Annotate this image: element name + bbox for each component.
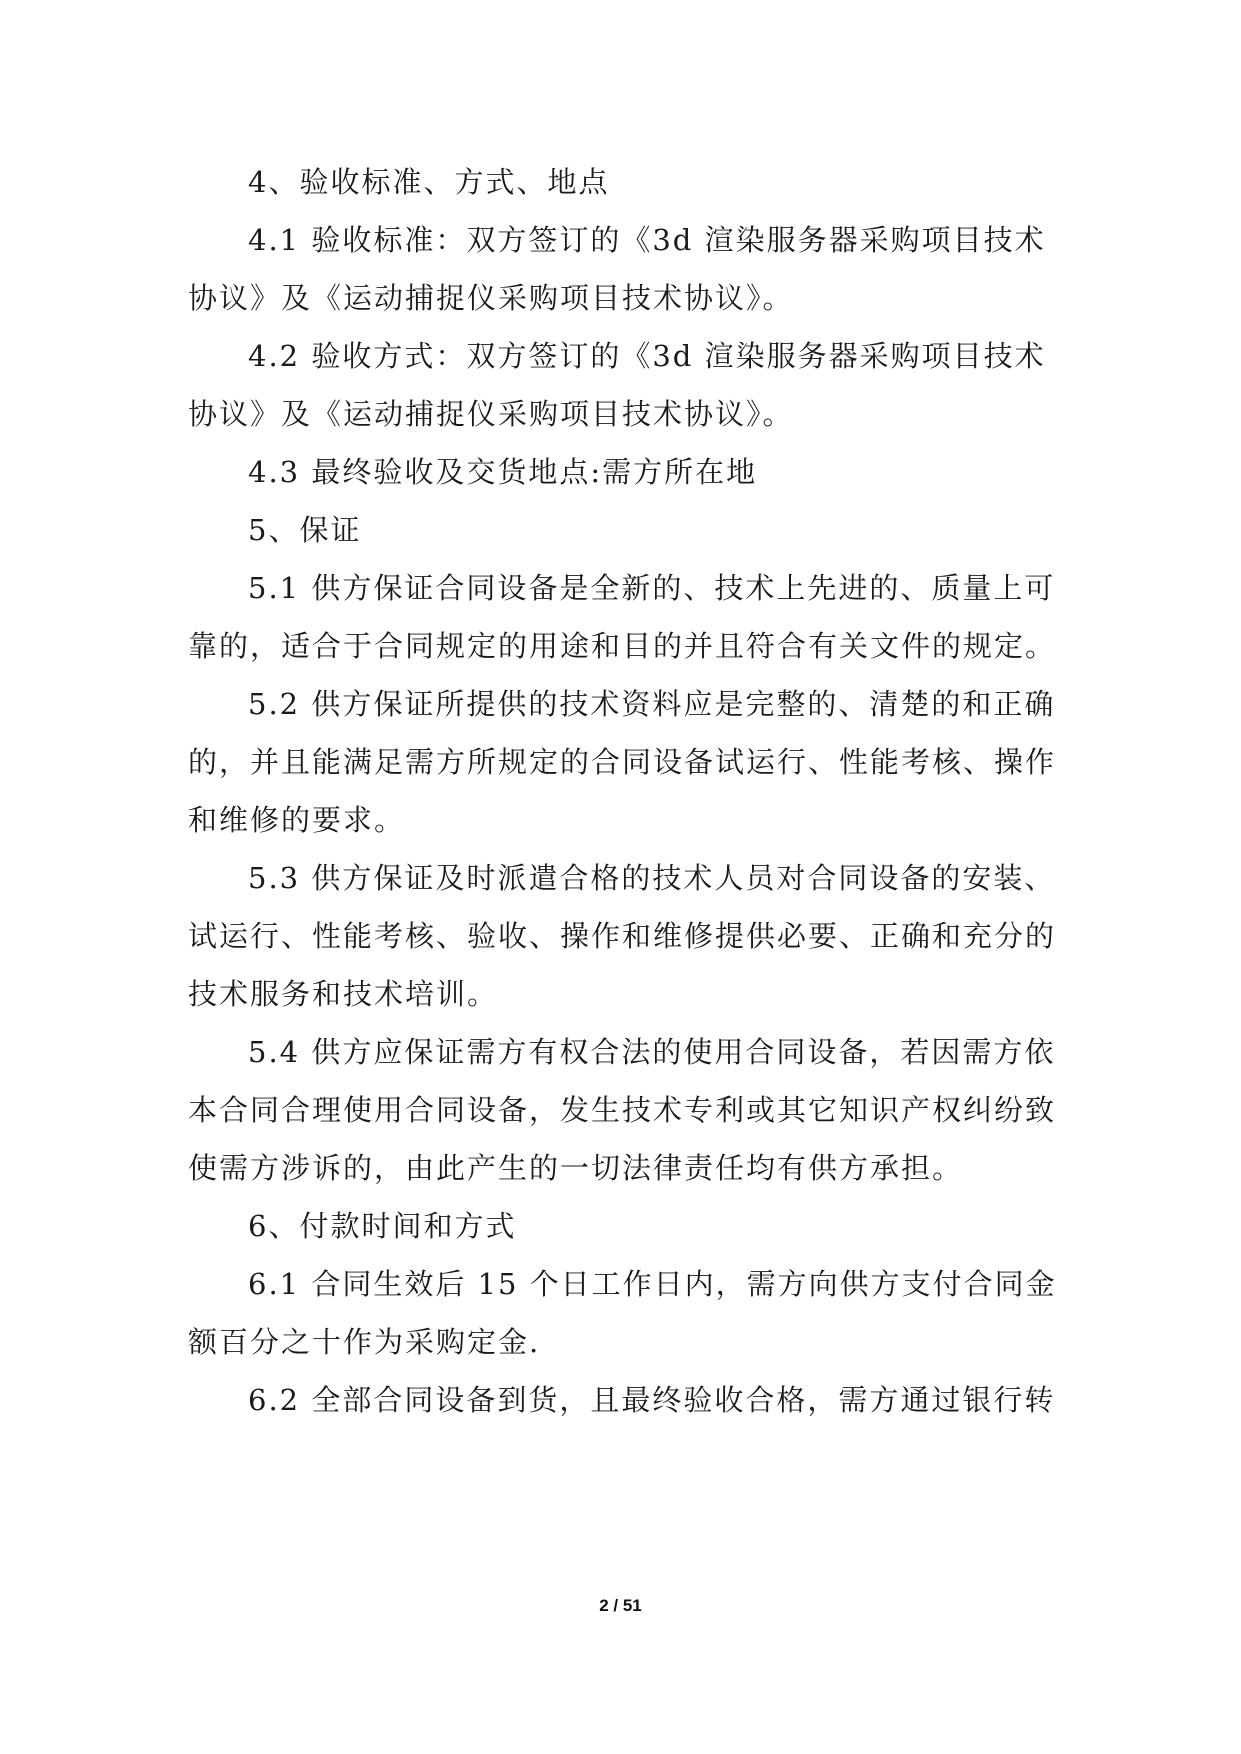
paragraph-6-1-line-1: 6.1 合同生效后 15 个日工作日内，需方向供方支付合同金	[248, 1267, 1057, 1301]
paragraph-5-4-line-1: 5.4 供方应保证需方有权合法的使用合同设备，若因需方依	[248, 1035, 1056, 1069]
paragraph-5-4-line-2: 本合同合理使用合同设备，发生技术专利或其它知识产权纠纷致	[188, 1093, 1057, 1127]
paragraph-4-1-line-2: 协议》及《运动捕捉仪采购项目技术协议》。	[188, 281, 794, 315]
section-heading-4: 4、验收标准、方式、地点	[248, 165, 610, 199]
section-heading-6: 6、付款时间和方式	[248, 1209, 517, 1243]
paragraph-6-1-line-2: 额百分之十作为采购定金.	[188, 1325, 541, 1359]
paragraph-4-1-line-1: 4.1 验收标准：双方签订的《3d 渲染服务器采购项目技术	[248, 223, 1046, 257]
paragraph-5-4-line-3: 使需方涉诉的，由此产生的一切法律责任均有供方承担。	[188, 1151, 964, 1185]
paragraph-5-1-line-1: 5.1 供方保证合同设备是全新的、技术上先进的、质量上可	[248, 571, 1056, 605]
paragraph-5-3-line-1: 5.3 供方保证及时派遣合格的技术人员对合同设备的安装、	[248, 861, 1056, 895]
paragraph-5-2-line-1: 5.2 供方保证所提供的技术资料应是完整的、清楚的和正确	[248, 687, 1056, 721]
paragraph-6-2-line-1: 6.2 全部合同设备到货，且最终验收合格，需方通过银行转	[248, 1383, 1056, 1417]
page-number: 2 / 51	[599, 1596, 642, 1615]
paragraph-4-3: 4.3 最终验收及交货地点:需方所在地	[248, 455, 758, 489]
paragraph-5-3-line-2: 试运行、性能考核、验收、操作和维修提供必要、正确和充分的	[188, 919, 1057, 953]
paragraph-5-2-line-3: 和维修的要求。	[188, 803, 406, 837]
paragraph-5-3-line-3: 技术服务和技术培训。	[188, 977, 499, 1011]
paragraph-5-2-line-2: 的，并且能满足需方所规定的合同设备试运行、性能考核、操作	[188, 745, 1057, 779]
section-heading-5: 5、保证	[248, 513, 362, 547]
paragraph-5-1-line-2: 靠的，适合于合同规定的用途和目的并且符合有关文件的规定。	[188, 629, 1057, 663]
paragraph-4-2-line-1: 4.2 验收方式：双方签订的《3d 渲染服务器采购项目技术	[248, 339, 1046, 373]
paragraph-4-2-line-2: 协议》及《运动捕捉仪采购项目技术协议》。	[188, 397, 794, 431]
